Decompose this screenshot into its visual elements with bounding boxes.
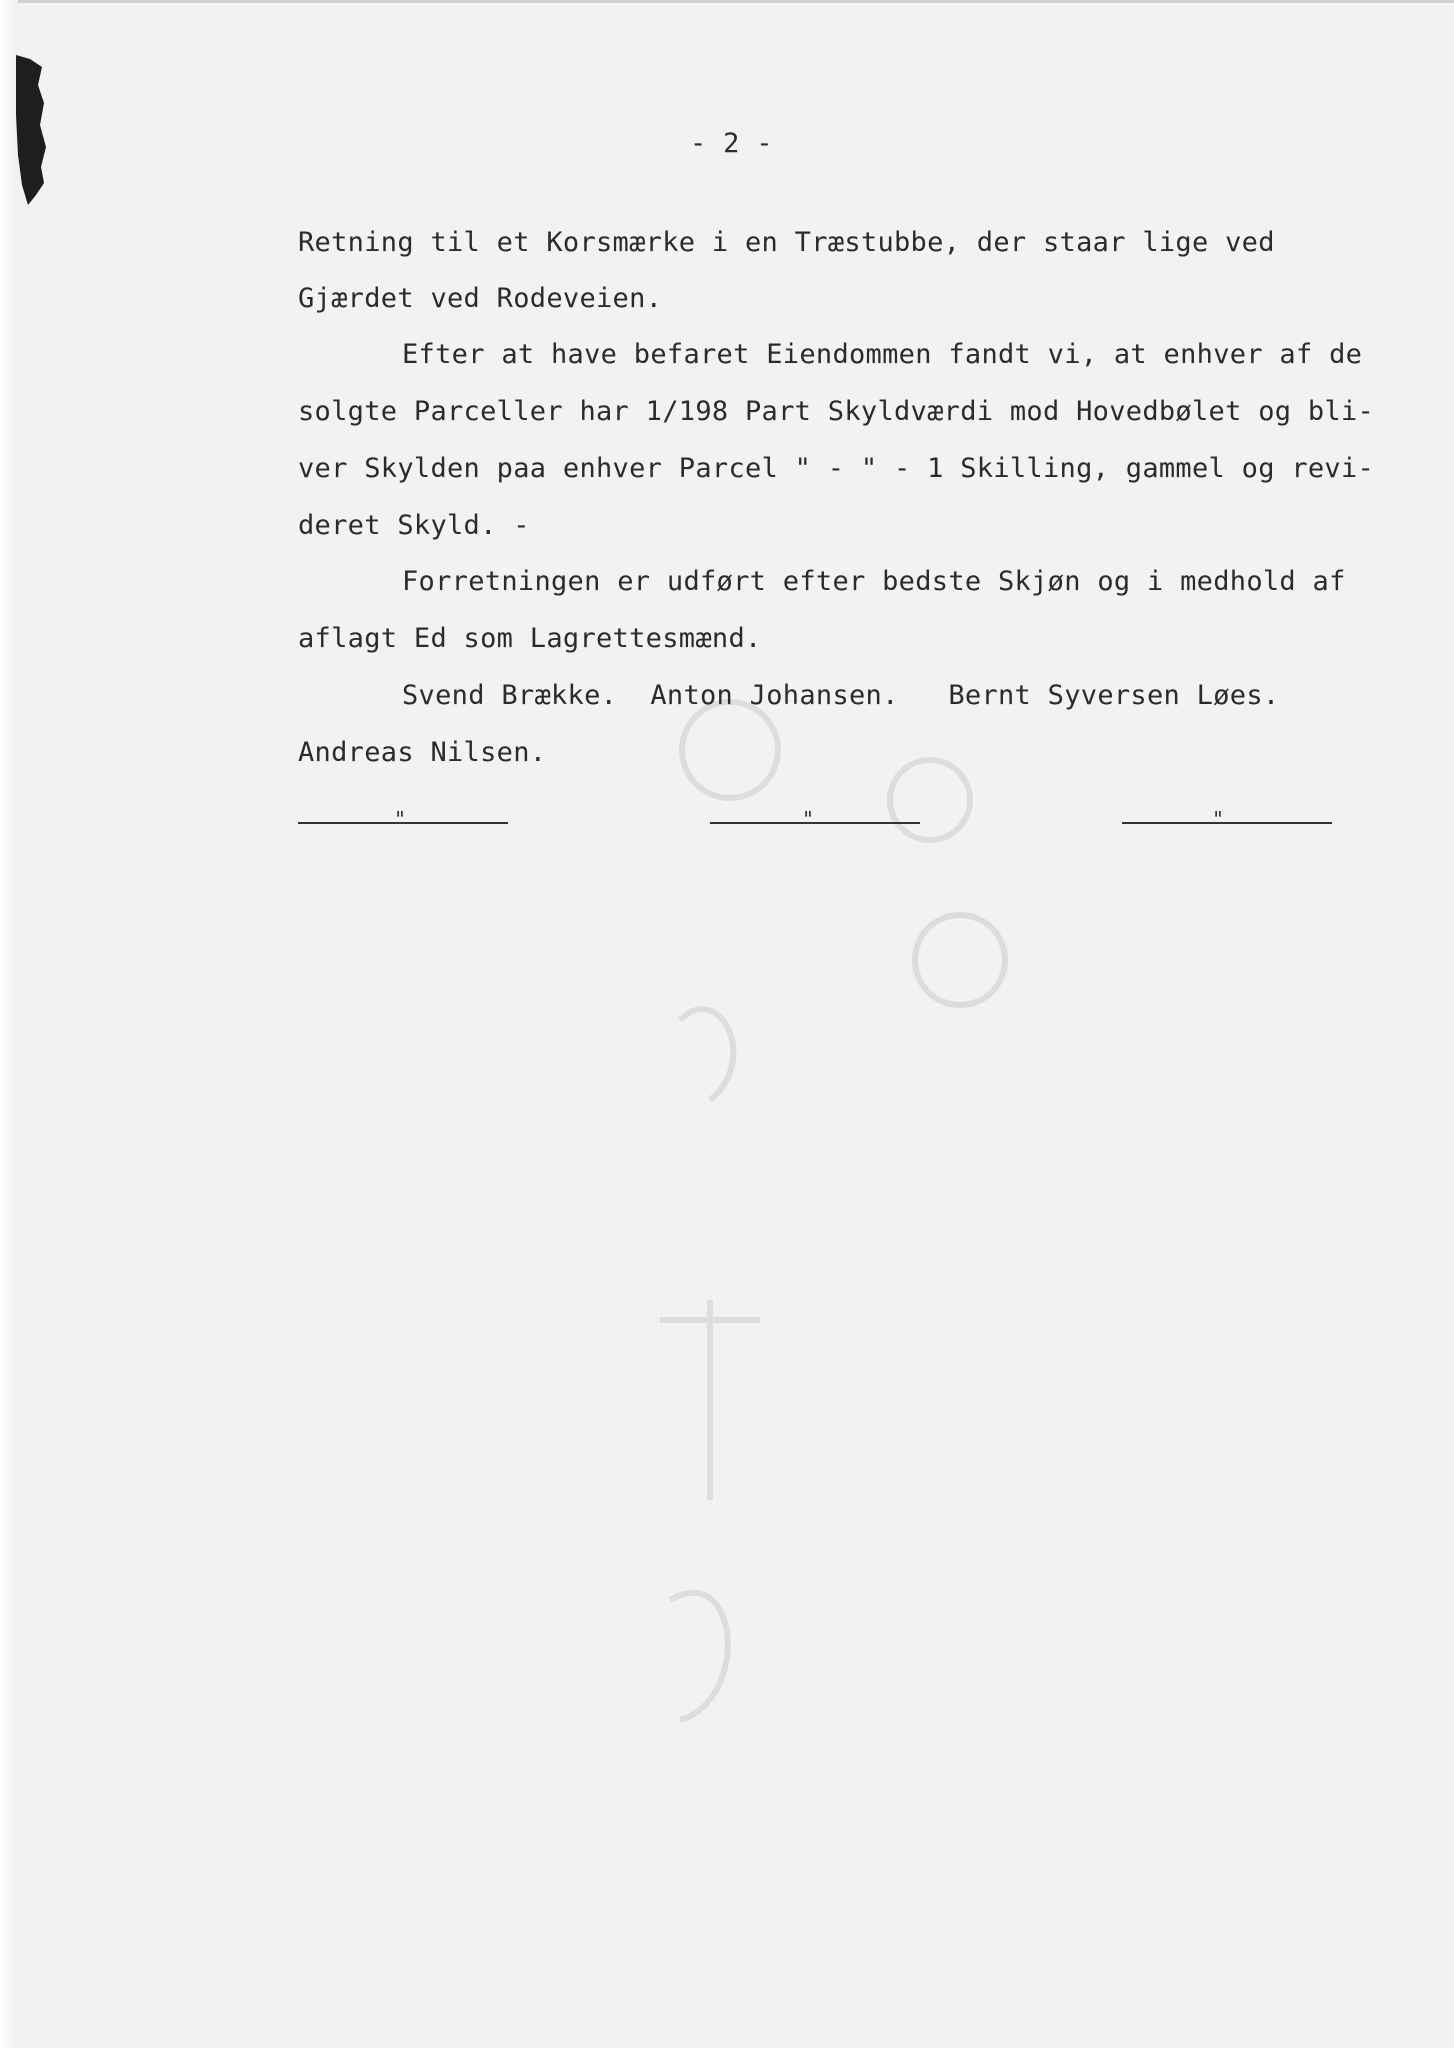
signature-line: Svend Brække. Anton Johansen. Bernt Syversen Løes. xyxy=(402,680,1280,711)
body-line: Efter at have befaret Eiendommen fandt vi, at enhver af de xyxy=(402,339,1363,370)
separator-bar xyxy=(1122,822,1332,824)
scan-edge-left xyxy=(0,0,18,2048)
body-line: Forretningen er udført efter bedste Skjøn og i medhold af xyxy=(402,566,1346,597)
signature-line: Andreas Nilsen. xyxy=(298,737,547,768)
body-line: Retning til et Korsmærke i en Træstubbe, der staar lige ved xyxy=(298,227,1275,258)
separator-rule xyxy=(1122,807,1332,831)
body-line: ver Skylden paa enhver Parcel " - " - 1 Skilling, gammel og revi- xyxy=(298,453,1375,484)
separator-rule xyxy=(710,807,920,831)
body-line: aflagt Ed som Lagrettesmænd. xyxy=(298,623,762,654)
separator-mark: " xyxy=(1212,807,1225,831)
page-number: - 2 - xyxy=(690,128,773,159)
separator-mark: " xyxy=(802,807,815,831)
separator-bar xyxy=(710,822,920,824)
separator-rule xyxy=(298,807,508,831)
separator-mark: " xyxy=(394,807,407,831)
torn-corner-mark xyxy=(14,55,50,205)
body-line: solgte Parceller har 1/198 Part Skyldværdi mod Hovedbølet og bli- xyxy=(298,396,1375,427)
body-line: deret Skyld. - xyxy=(298,510,530,541)
body-line: Gjærdet ved Rodeveien. xyxy=(298,283,663,314)
scan-edge-top xyxy=(0,0,1454,3)
